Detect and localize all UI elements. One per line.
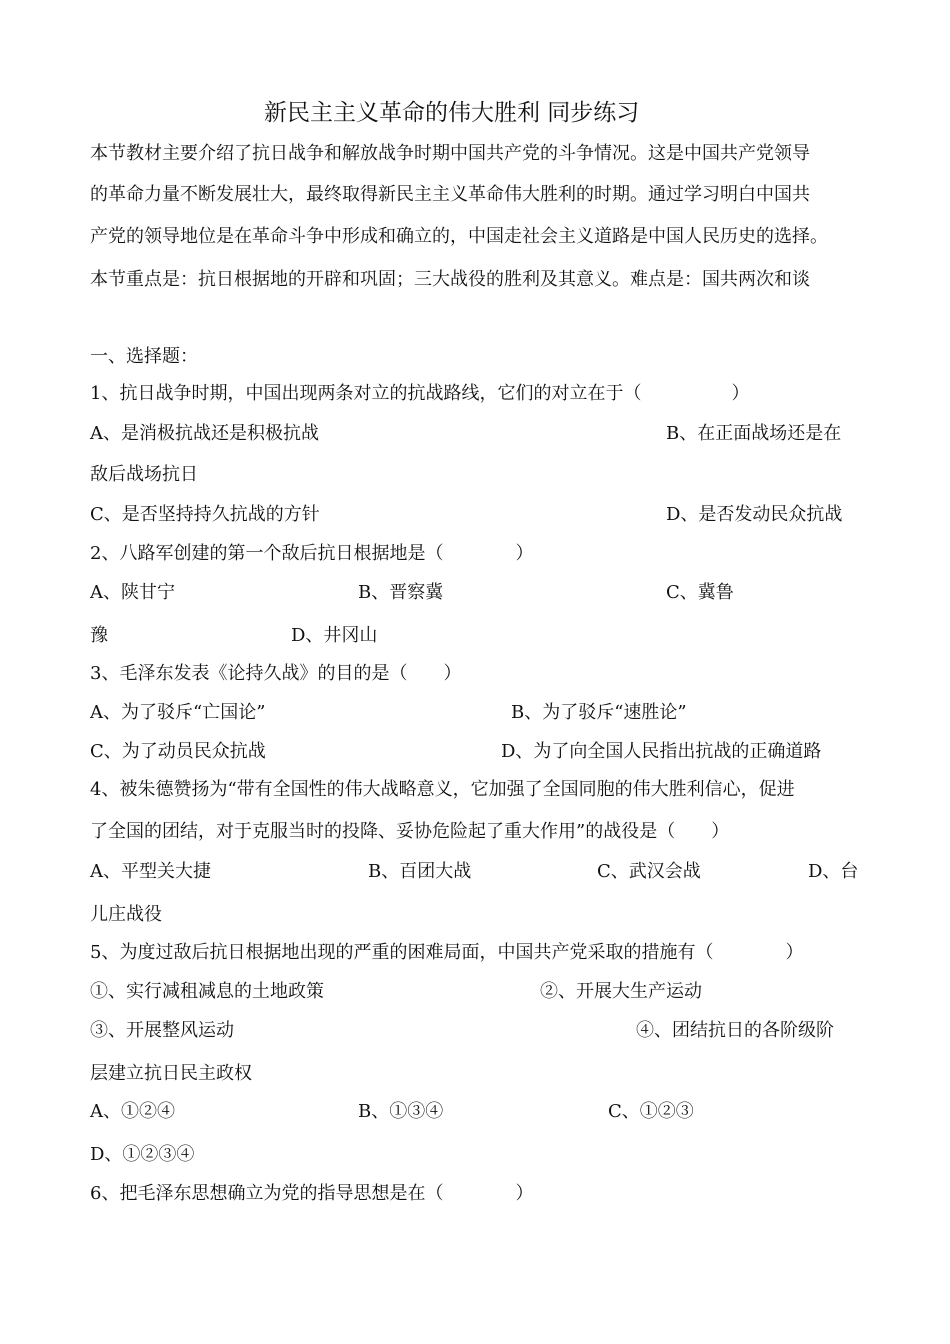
q4-stem-line-1: 4、被朱德赞扬为“带有全国性的伟大战略意义，它加强了全国同胞的伟大胜利信心，促进 (90, 779, 795, 800)
section-heading: 一、选择题： (90, 346, 198, 367)
q3-stem: 3、毛泽东发表《论持久战》的目的是（ ） (90, 663, 462, 684)
q1-option-c: C、是否坚持持久抗战的方针 (90, 504, 320, 525)
page-title: 新民主主义革命的伟大胜利 同步练习 (264, 100, 640, 126)
q4-option-b: B、百团大战 (368, 861, 472, 882)
q1-stem: 1、抗日战争时期，中国出现两条对立的抗战路线，它们的对立在于（ ） (90, 383, 750, 404)
intro-line-4: 本节重点是：抗日根据地的开辟和巩固；三大战役的胜利及其意义。难点是：国共两次和谈 (90, 269, 810, 290)
q1-option-b-continued: 敌后战场抗日 (90, 464, 198, 485)
q2-option-b: B、晋察冀 (358, 582, 444, 603)
q2-option-a: A、陕甘宁 (90, 582, 175, 603)
q6-stem: 6、把毛泽东思想确立为党的指导思想是在（ ） (90, 1183, 534, 1204)
q5-option-d: D、①②③④ (90, 1144, 195, 1165)
q4-option-d: D、台 (808, 861, 859, 882)
q3-option-b: B、为了驳斥“速胜论” (511, 702, 687, 723)
q5-option-b: B、①③④ (358, 1101, 444, 1122)
q4-option-d-continued: 儿庄战役 (90, 904, 162, 925)
q1-option-d: D、是否发动民众抗战 (666, 504, 843, 525)
q2-option-c-continued: 豫 (90, 625, 108, 646)
intro-line-1: 本节教材主要介绍了抗日战争和解放战争时期中国共产党的斗争情况。这是中国共产党领导 (90, 143, 810, 164)
q4-stem-line-2: 了全国的团结，对于克服当时的投降、妥协危险起了重大作用”的战役是（ ） (90, 821, 730, 842)
q5-choice-2: ②、开展大生产运动 (540, 981, 702, 1002)
q5-option-c: C、①②③ (608, 1101, 694, 1122)
q1-option-a: A、是消极抗战还是积极抗战 (90, 423, 319, 444)
q4-option-a: A、平型关大捷 (90, 861, 211, 882)
q1-option-b: B、在正面战场还是在 (666, 423, 842, 444)
q5-choice-3: ③、开展整风运动 (90, 1020, 234, 1041)
q5-choice-4: ④、团结抗日的各阶级阶 (636, 1020, 834, 1041)
q2-option-d: D、井冈山 (291, 625, 378, 646)
intro-line-2: 的革命力量不断发展壮大，最终取得新民主主义革命伟大胜利的时期。通过学习明白中国共 (90, 184, 810, 205)
intro-line-3: 产党的领导地位是在革命斗争中形成和确立的，中国走社会主义道路是中国人民历史的选择。 (90, 226, 828, 247)
q4-option-c: C、武汉会战 (597, 861, 701, 882)
q3-option-d: D、为了向全国人民指出抗战的正确道路 (501, 741, 822, 762)
q5-stem: 5、为度过敌后抗日根据地出现的严重的困难局面，中国共产党采取的措施有（ ） (90, 942, 804, 963)
q2-option-c: C、冀鲁 (666, 582, 734, 603)
q2-stem: 2、八路军创建的第一个敌后抗日根据地是（ ） (90, 543, 534, 564)
q3-option-a: A、为了驳斥“亡国论” (90, 702, 266, 723)
q5-choice-1: ①、实行减租减息的土地政策 (90, 981, 324, 1002)
q3-option-c: C、为了动员民众抗战 (90, 741, 266, 762)
q5-choice-4-continued: 层建立抗日民主政权 (90, 1063, 252, 1084)
q5-option-a: A、①②④ (90, 1101, 175, 1122)
